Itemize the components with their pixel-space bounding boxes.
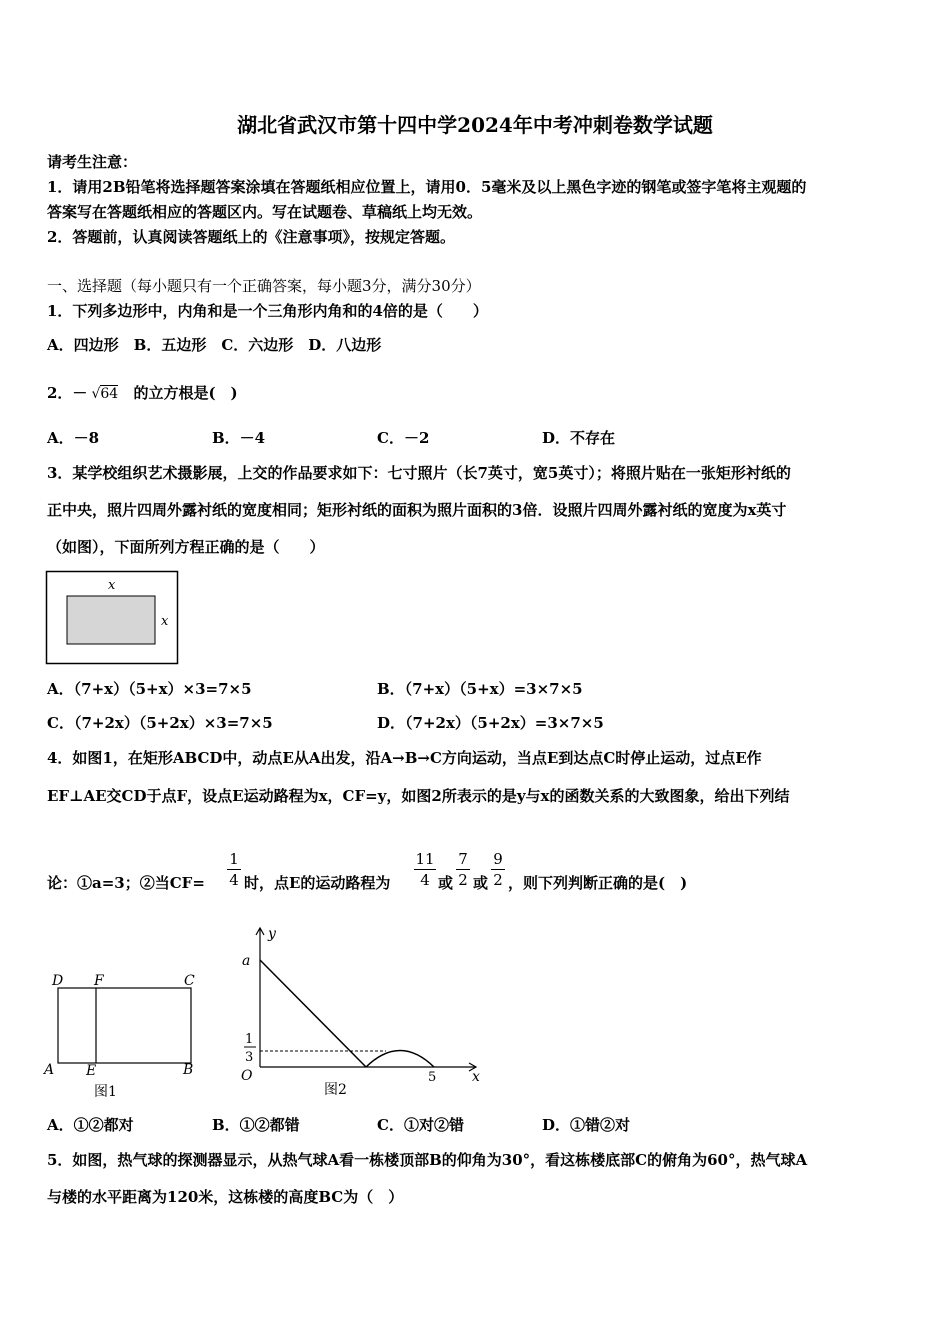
- label-d: D: [52, 973, 64, 989]
- q2-option-a: A．－8: [47, 429, 100, 447]
- q3-line-2: 正中央，照片四周外露衬纸的宽度相同；矩形衬纸的面积为照片面积的3倍．设照片四周外露衬纸的宽度为x英寸: [47, 501, 787, 519]
- q4-option-c: C．①对②错: [377, 1116, 464, 1134]
- q2-option-d: D．不存在: [542, 429, 616, 447]
- label-x-top: x: [108, 578, 116, 593]
- q3-line-3: （如图），下面所列方程正确的是（ ）: [47, 538, 325, 556]
- q5-line-1: 5．如图，热气球的探测器显示，从热气球A看一栋楼顶部B的仰角为30°，看这栋楼底部C的俯角为60°，热气球A: [47, 1151, 808, 1169]
- label-b: B: [183, 1062, 194, 1078]
- q4-option-d: D．①错②对: [542, 1116, 631, 1134]
- fraction-7-2: 7 2: [456, 850, 470, 889]
- label-o: O: [241, 1068, 253, 1084]
- q2-prefix: 2．－: [47, 384, 88, 402]
- q4-line-1: 4．如图1，在矩形ABCD中，动点E从A出发，沿A→B→C方向运动，当点E到达点C时停止运动，过点E作: [47, 749, 762, 767]
- q2-stem: [47, 383, 238, 403]
- photo-rect: [67, 596, 155, 644]
- q4-figure-1: [40, 968, 210, 1100]
- q4-line-3a: 论：①a=3；②当CF=: [47, 874, 205, 892]
- notice-line-3: 2．答题前，认真阅读答题纸上的《注意事项》，按规定答题。: [47, 228, 455, 246]
- q2-option-b: B．－4: [212, 429, 266, 447]
- label-f: F: [94, 973, 104, 989]
- fraction-11-4: 11 4: [415, 850, 435, 889]
- label-five: 5: [428, 1070, 437, 1085]
- q4-line-3b: 时，点E的运动路程为: [244, 874, 391, 892]
- label-x: x: [472, 1069, 480, 1085]
- q4-or-1: 或: [438, 874, 454, 892]
- fraction-9-2: 9 2: [491, 850, 505, 889]
- sqrt-icon: √64: [91, 386, 119, 402]
- q3-option-c: C．（7+2x）（5+2x）×3=7×5: [47, 714, 273, 732]
- q4-line-3c: ，则下列判断正确的是( ): [508, 874, 688, 892]
- q4-line-2: EF⊥AE交CD于点F，设点E运动路程为x，CF=y，如图2所表示的是y与x的函数关系的大致图象，给出下列结: [47, 787, 790, 805]
- figure-1-caption: 图1: [94, 1084, 117, 1100]
- label-y: y: [268, 926, 276, 942]
- q3-option-b: B．（7+x）（5+x）=3×7×5: [377, 680, 583, 698]
- label-three: 3: [245, 1050, 254, 1065]
- section-heading: 一、选择题（每小题只有一个正确答案，每小题3分，满分30分）: [47, 277, 481, 295]
- q4-or-2: 或: [473, 874, 489, 892]
- fraction-1-4: 1 4: [227, 850, 241, 889]
- label-x-right: x: [161, 614, 169, 629]
- notice-line-1: 1．请用2B铅笔将选择题答案涂填在答题纸相应位置上，请用0．5毫米及以上黑色字迹的钢笔或签字笔将主观题的: [47, 178, 807, 196]
- notice-line-2: 答案写在答题纸相应的答题区内。写在试题卷、草稿纸上均无效。: [47, 203, 483, 221]
- q4-option-a: A．①②都对: [47, 1116, 134, 1134]
- label-a: a: [242, 953, 251, 969]
- figure-2-caption: 图2: [324, 1082, 347, 1098]
- label-a: A: [44, 1062, 55, 1078]
- q2-option-c: C．－2: [377, 429, 430, 447]
- graph-arc: [366, 1051, 434, 1068]
- q1-options: A．四边形 B．五边形 C．六边形 D．八边形: [47, 336, 382, 354]
- q3-option-d: D．（7+2x）（5+2x）=3×7×5: [377, 714, 604, 732]
- q4-option-b: B．①②都错: [212, 1116, 300, 1134]
- q3-option-a: A．（7+x）（5+x）×3=7×5: [47, 680, 252, 698]
- label-one: 1: [245, 1032, 254, 1047]
- notice-heading: 请考生注意：: [47, 153, 138, 171]
- q2-suffix: 的立方根是( ): [133, 384, 238, 402]
- page-title: 湖北省武汉市第十四中学2024年中考冲刺卷数学试题: [237, 113, 713, 137]
- rectangle-abcd: [58, 988, 191, 1063]
- q5-line-2: 与楼的水平距离为120米，这栋楼的高度BC为（ ）: [47, 1188, 404, 1206]
- q1-stem: 1．下列多边形中，内角和是一个三角形内角和的4倍的是（ ）: [47, 302, 488, 320]
- q4-figure-2: [236, 924, 486, 1100]
- q3-figure: [46, 571, 178, 665]
- label-c: C: [184, 973, 195, 989]
- q3-line-1: 3．某学校组织艺术摄影展，上交的作品要求如下：七寸照片（长7英寸，宽5英寸）；将照片贴在一张矩形衬纸的: [47, 464, 791, 482]
- label-e: E: [86, 1063, 97, 1079]
